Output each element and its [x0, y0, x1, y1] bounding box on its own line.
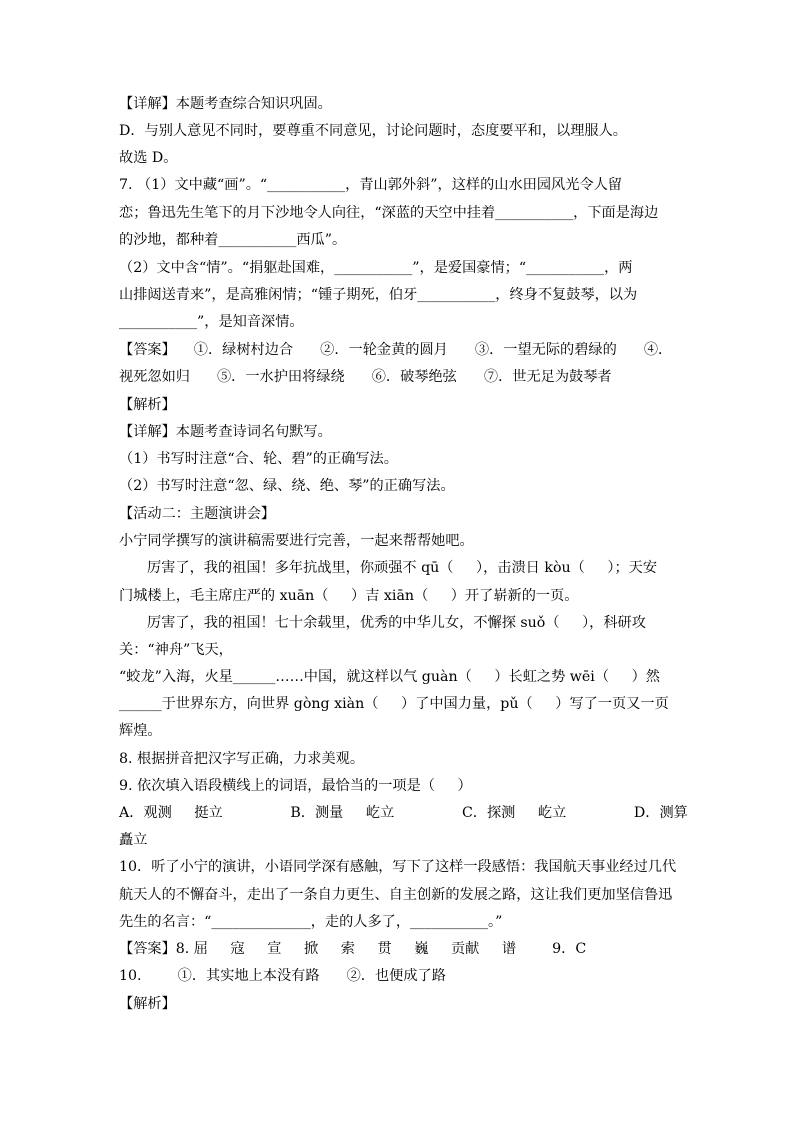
analysis-heading: 【解析】 [119, 397, 176, 413]
text-line: 【详解】本题考查诗词名句默写。 [119, 424, 332, 440]
question-9-options: A．观测 挺立 B．测量 屹立 C．探测 屹立 D．测算 [119, 805, 688, 821]
question-9-text: 9. 依次填入语段横线上的词语，最恰当的一项是（ ） [119, 778, 472, 794]
text-line: 门城楼上，毛主席庄严的 xuān（ ）吉 xiān（ ）开了崭新的一页。 [119, 588, 579, 604]
text-line: 恋；鲁迅先生笔下的月下沙地令人向往，“深蓝的天空中挂着___________，下面是海边 [119, 205, 659, 221]
question-8-text: 8. 根据拼音把汉字写正确，力求美观。 [119, 751, 365, 767]
analysis-heading: 【解析】 [119, 996, 176, 1012]
text-line: （2）文中含“情”。“捐躯赴国难，___________”，是爱国豪情；“___________，两 [119, 260, 633, 276]
text-line: 矗立 [119, 832, 148, 848]
text-line: 小宁同学撰写的演讲稿需要进行完善，一起来帮帮她吧。 [119, 533, 474, 549]
speech-paragraph: 厉害了，我的祖国！七十余载里，优秀的中华儿女，不懈探 suǒ（ ），科研攻 [147, 615, 646, 631]
text-line: 先生的名言：“______________，走的人多了，___________。” [119, 914, 503, 930]
text-line: （2）书写时注意“忽、绿、绕、绝、琴”的正确写法。 [119, 478, 455, 494]
answer-line: 10. ①．其实地上本没有路 ②．也便成了路 [119, 968, 446, 984]
text-line: “蛟龙”入海，火星______……中国，就这样以气 guàn（ ）长虹之势 wēi（ ）然 [119, 669, 660, 685]
text-line: ___________”，是知音深情。 [119, 314, 304, 330]
section-heading: 【活动二：主题演讲会】 [119, 506, 276, 522]
text-line: 辉煌。 [119, 723, 162, 739]
text-line: 故选 D。 [119, 150, 178, 166]
answer-line: 【答案】8. 屈 寇 宣 掀 索 贯 巍 贡献 谱 9．C [119, 941, 587, 957]
text-line: 【详解】本题考查综合知识巩固。 [119, 96, 332, 112]
text-line: （1）书写时注意“合、轮、碧”的正确写法。 [119, 451, 398, 467]
answer-line: 视死忽如归 ⑤．一水护田将绿绕 ⑥．破琴绝弦 ⑦．世无足为鼓琴者 [119, 369, 612, 385]
question-10-text: 10．听了小宁的演讲，小语同学深有感触，写下了这样一段感悟：我国航天事业经过几代 [119, 859, 677, 875]
text-line: D．与别人意见不同时，要尊重不同意见，讨论问题时，态度要平和，以理服人。 [119, 123, 627, 139]
text-line: 关：“神舟”飞天， [119, 642, 233, 658]
question-7-text: 7. （1）文中藏“画”。“___________，青山郭外斜”，这样的山水田园风光令人留 [119, 177, 622, 193]
speech-paragraph: 厉害了，我的祖国！多年抗战里，你顽强不 qū（ ），击溃日 kòu（ ）；天安 [147, 560, 658, 576]
text-line: 的沙地，都种着___________西瓜”。 [119, 232, 347, 248]
text-line: ______于世界东方，向世界 gòng xiàn（ ）了中国力量，pǔ（ ）写了一页又一页 [119, 696, 669, 712]
text-line: 航天人的不懈奋斗，走出了一条自力更生、自主创新的发展之路，这让我们更加坚信鲁迅 [119, 887, 673, 903]
text-line: 山排闼送青来”，是高雅闲情；“锺子期死，伯牙___________，终身不复鼓琴，以为 [119, 287, 638, 303]
answer-line: 【答案】 ①．绿树村边合 ②．一轮金黄的圆月 ③．一望无际的碧绿的 ④． [119, 342, 673, 358]
